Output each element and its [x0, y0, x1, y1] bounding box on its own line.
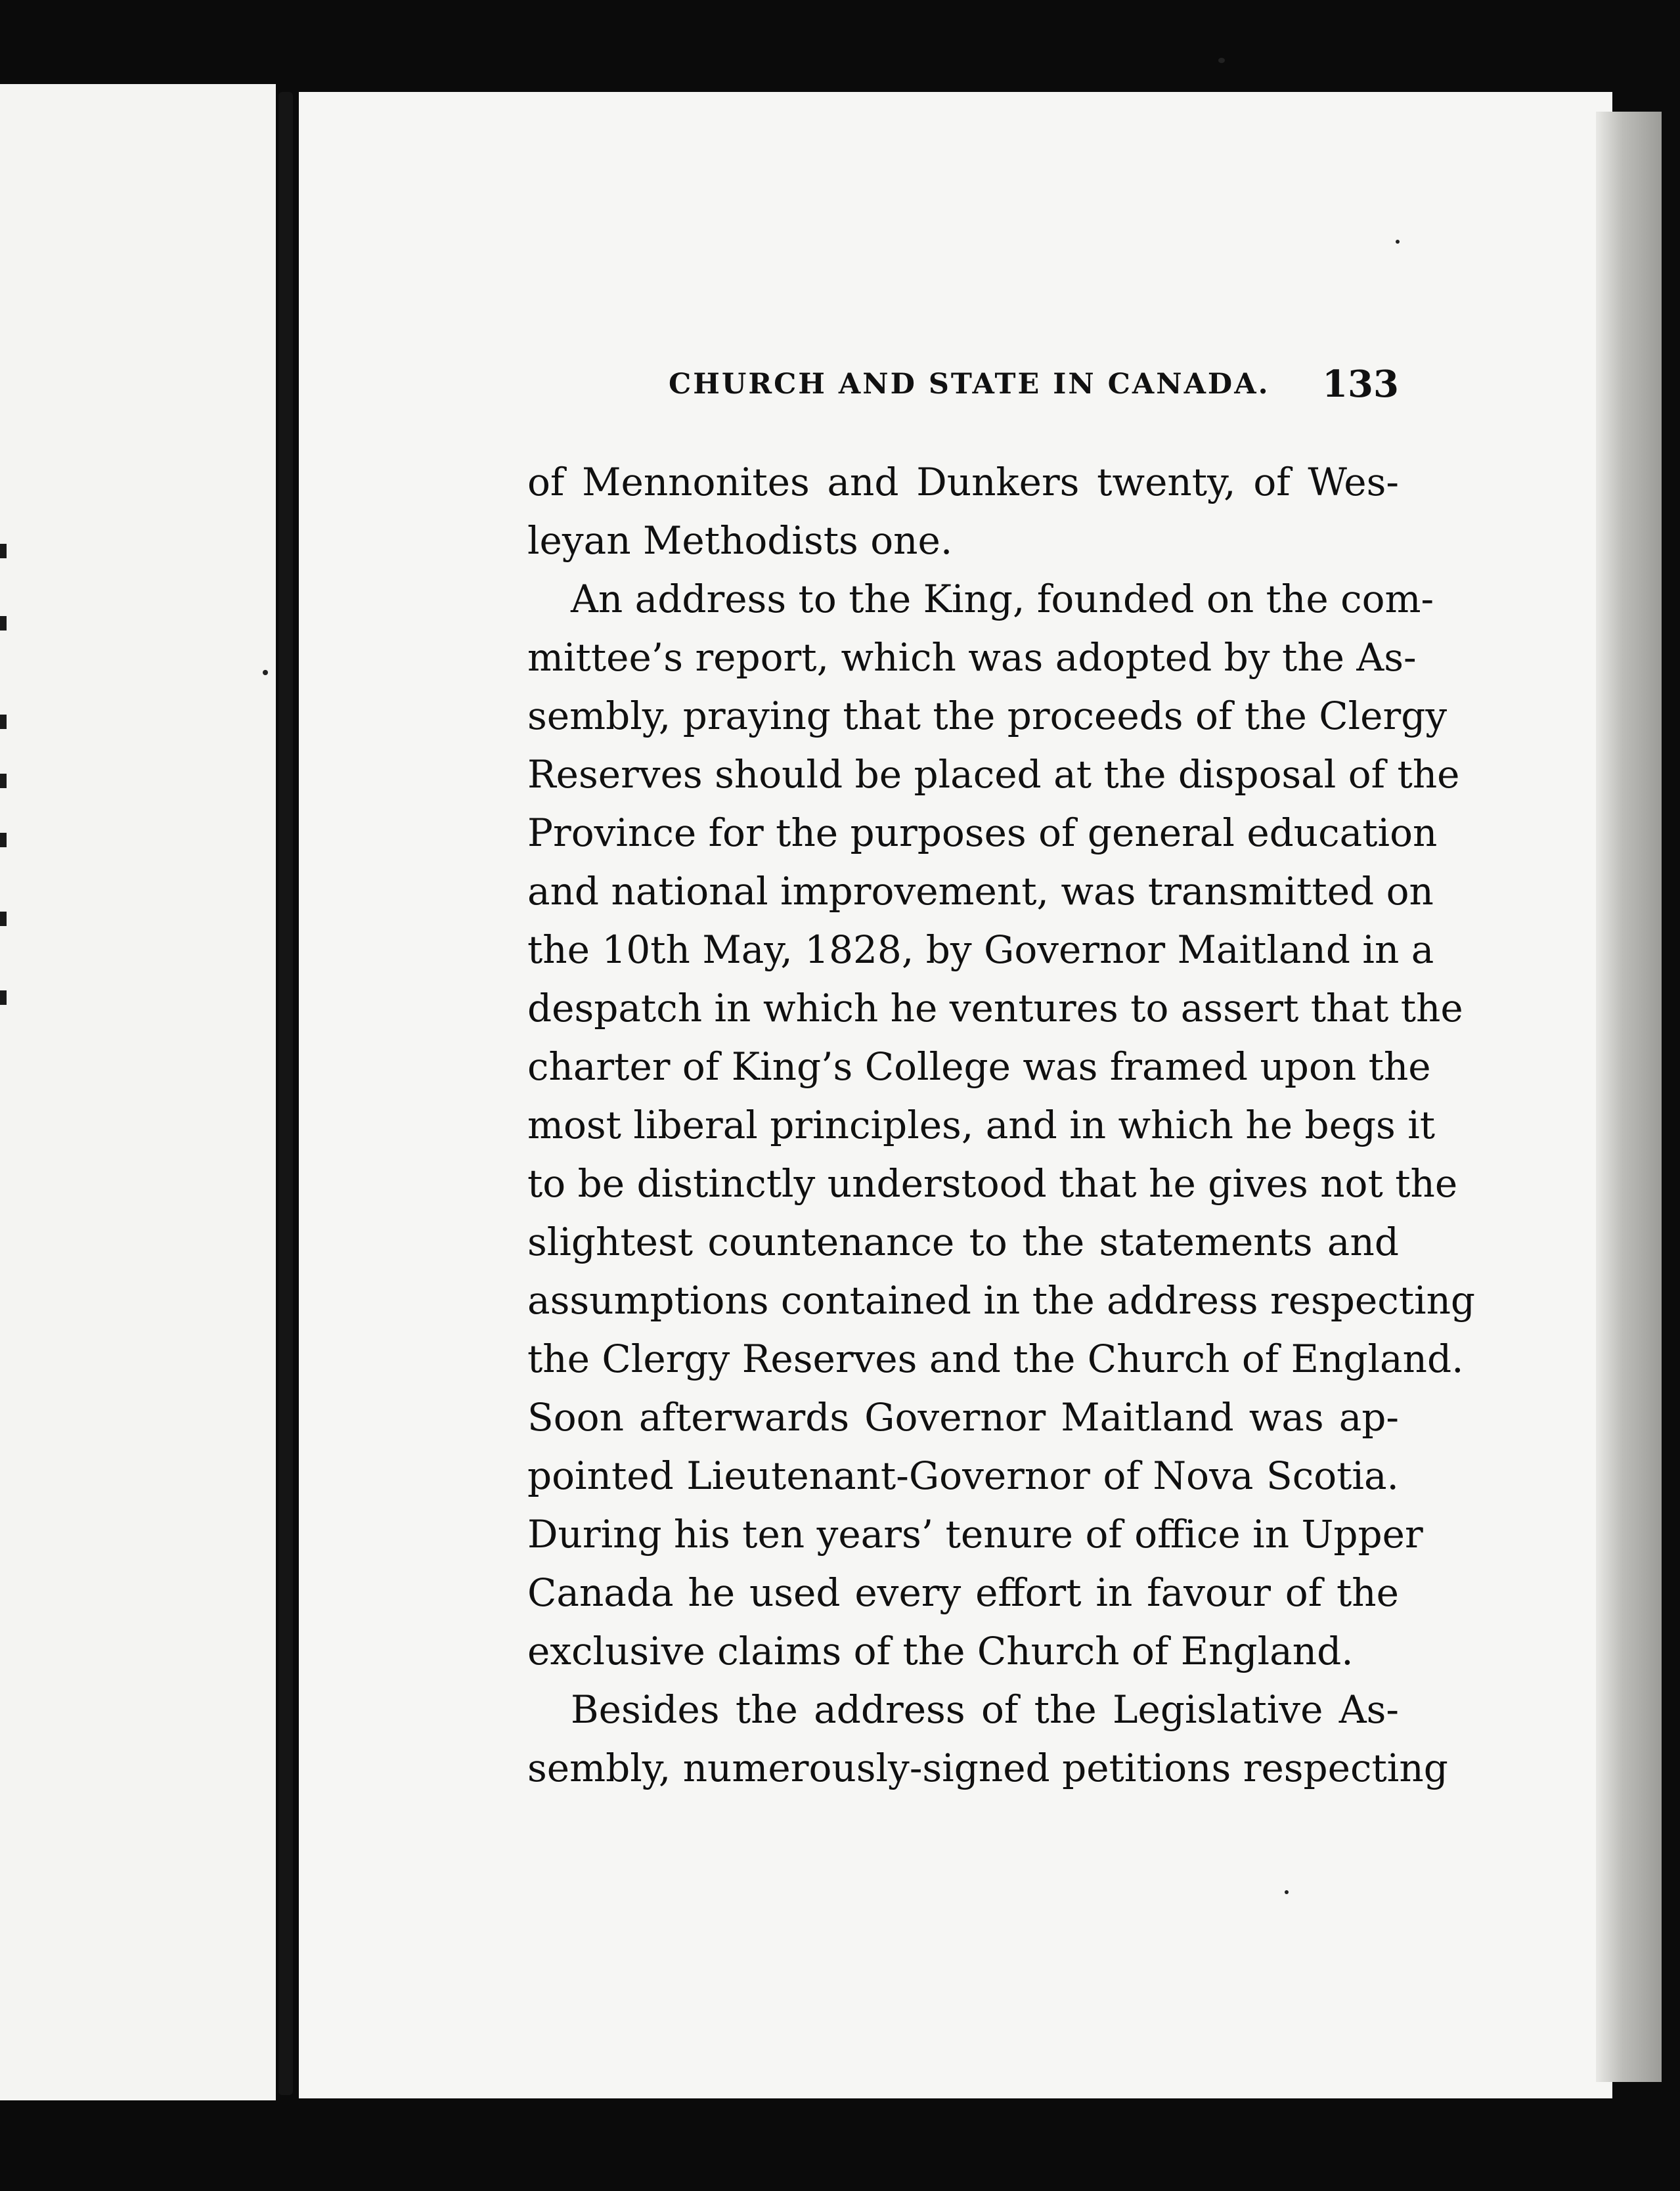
text-line: despatch in which he ventures to assert that the: [527, 986, 1463, 1030]
text-line: pointed Lieutenant-Governor of Nova Scotia.: [527, 1453, 1399, 1498]
text-line: sembly, numerously-signed petitions respecting: [527, 1746, 1448, 1790]
body-text: [527, 453, 1476, 1798]
text-line: most liberal principles, and in which he begs it: [527, 1103, 1436, 1147]
running-head: CHURCH AND STATE IN CANADA.: [669, 368, 1270, 401]
page-number: 133: [1322, 363, 1399, 406]
text-line: During his ten years’ tenure of office in Upper: [527, 1512, 1423, 1557]
previous-page-text-fragments: [0, 544, 20, 1069]
scan-speck: [263, 670, 268, 675]
previous-page-edge: [0, 84, 276, 2100]
page-header: [669, 363, 1399, 414]
text-line: assumptions contained in the address respecting: [527, 1278, 1476, 1323]
text-line: Besides the address of the Legislative As-: [571, 1687, 1399, 1732]
scan-speck: [1218, 58, 1225, 63]
text-line: to be distinctly understood that he gives not the: [527, 1161, 1458, 1206]
text-line: Canada he used every effort in favour of the: [527, 1570, 1399, 1615]
text-line: charter of King’s College was framed upon the: [527, 1044, 1431, 1089]
scan-speck: [1396, 240, 1400, 244]
text-line: slightest countenance to the statements and: [527, 1220, 1399, 1264]
text-line: mittee’s report, which was adopted by the As-: [527, 635, 1417, 680]
text-line: of Mennonites and Dunkers twenty, of Wes-: [527, 460, 1399, 504]
text-line: Soon afterwards Governor Maitland was ap-: [527, 1395, 1399, 1440]
text-line: the Clergy Reserves and the Church of England.: [527, 1337, 1464, 1381]
book-gutter: [278, 92, 293, 2095]
text-line: Province for the purposes of general education: [527, 810, 1438, 855]
text-line: An address to the King, founded on the com-: [571, 577, 1434, 621]
text-line: the 10th May, 1828, by Governor Maitland in a: [527, 927, 1434, 972]
text-line: and national improvement, was transmitted on: [527, 869, 1434, 914]
text-line: exclusive claims of the Church of England.: [527, 1629, 1354, 1673]
text-line: sembly, praying that the proceeds of the Clergy: [527, 694, 1448, 738]
text-line: leyan Methodists one.: [527, 518, 953, 563]
scan-speck: [1285, 1890, 1289, 1894]
text-line: Reserves should be placed at the disposal of the: [527, 752, 1460, 797]
page-stack-edge: [1596, 112, 1662, 2082]
